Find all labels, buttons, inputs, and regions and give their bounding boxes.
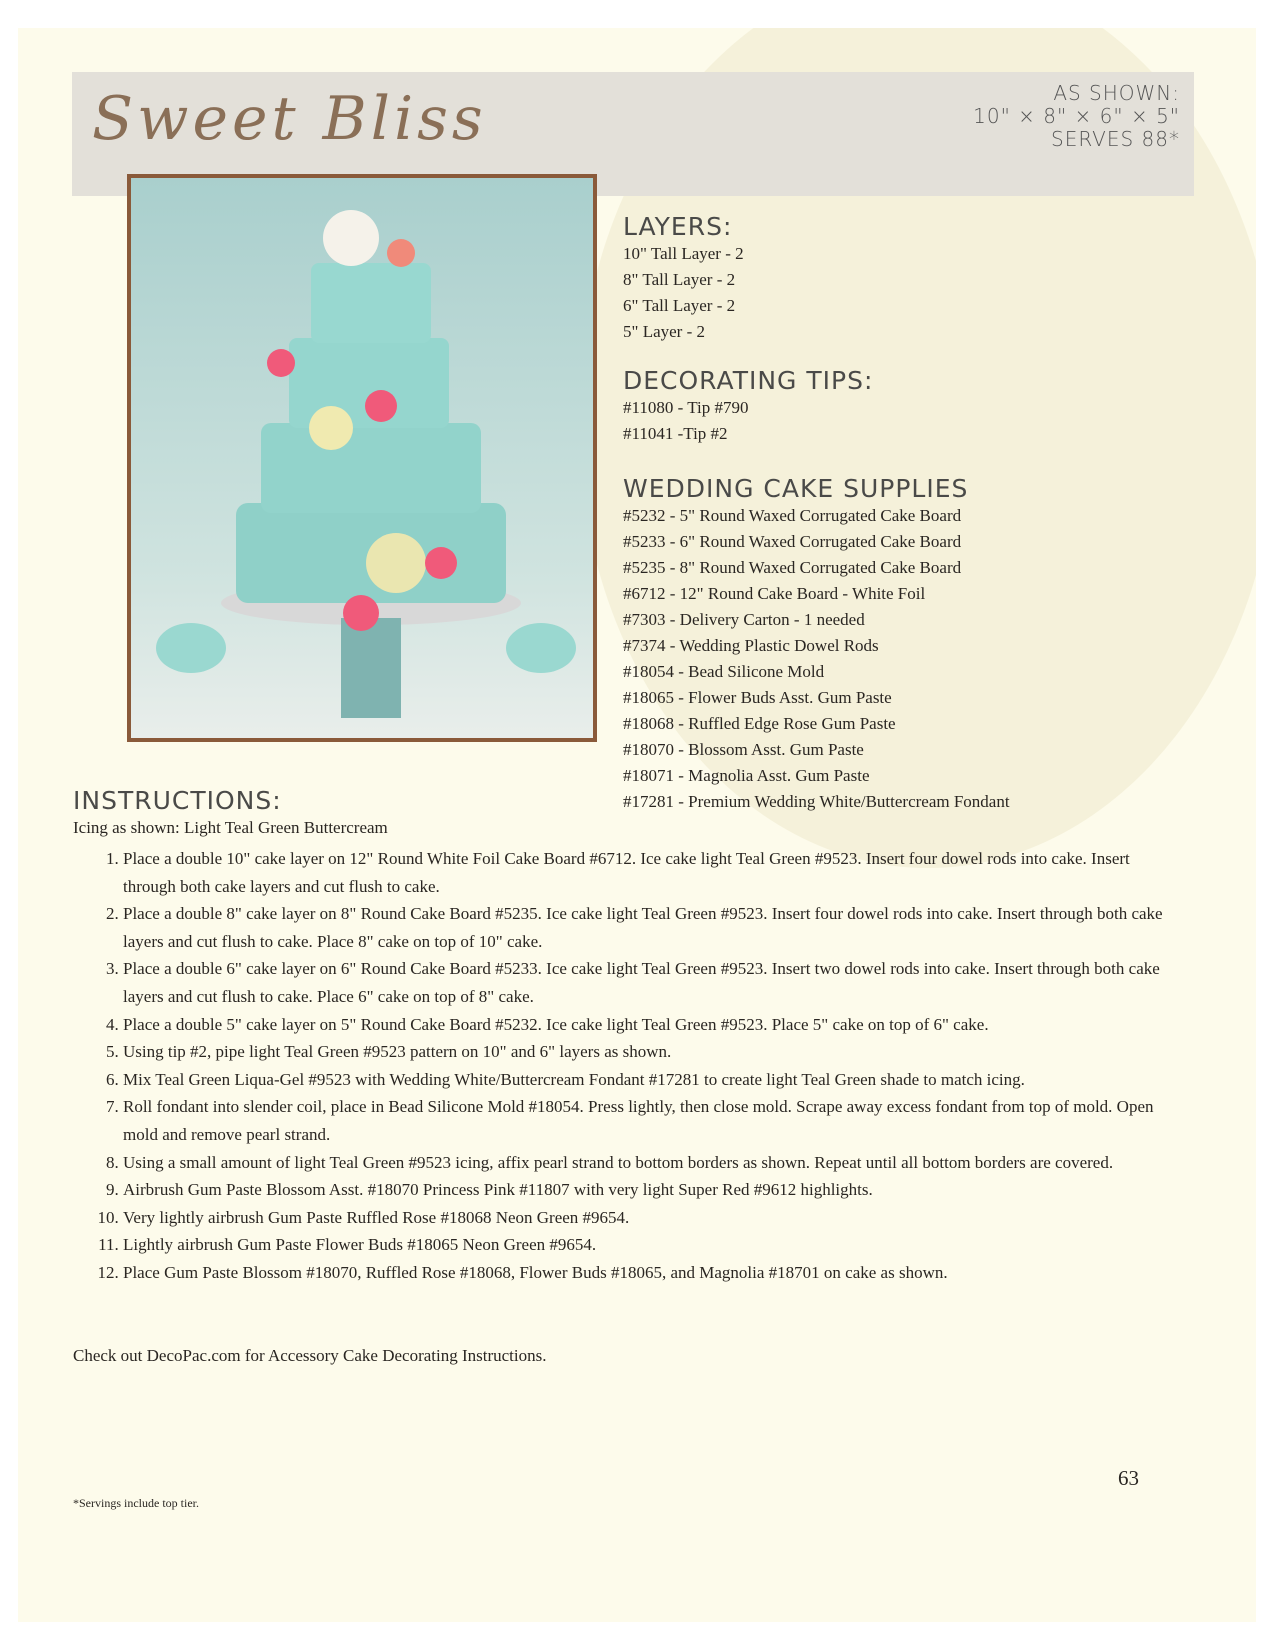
instructions-section (73, 786, 1183, 1287)
cake-title: Sweet Bliss (92, 84, 487, 154)
step: 12. Place Gum Paste Blossom #18070, Ruffled Rose #18068, Flower Buds #18065, and Magnolia #18701 on cake as shown. (123, 1259, 1183, 1287)
tips-section (623, 366, 873, 447)
page (18, 28, 1256, 1622)
decopac-note: Check out DecoPac.com for Accessory Cake Decorating Instructions. (73, 1346, 547, 1365)
list-item: #7303 - Delivery Carton - 1 needed (623, 610, 865, 629)
list-item: 10" Tall Layer - 2 (623, 244, 744, 263)
step: 1. Place a double 10" cake layer on 12" Round White Foil Cake Board #6712. Ice cake light Teal Green #9523. Insert four dowel rods into cake. Insert through both cake layers and cut flush to cake. (123, 845, 1183, 900)
layers-heading: LAYERS: (623, 212, 733, 241)
step: 3. Place a double 6" cake layer on 6" Round Cake Board #5233. Ice cake light Teal Green #9523. Insert two dowel rods into cake. Insert through both cake layers and cut flush to cake. Place 6" cake on top of 8" cake. (123, 955, 1183, 1010)
list-item: 6" Tall Layer - 2 (623, 296, 736, 315)
step: 4. Place a double 5" cake layer on 5" Round Cake Board #5232. Ice cake light Teal Green #9523. Place 5" cake on top of 6" cake. (123, 1011, 1183, 1039)
supplies-section (623, 474, 1010, 815)
cake-photo (127, 174, 597, 742)
tips-heading: DECORATING TIPS: (623, 366, 874, 395)
step: 2. Place a double 8" cake layer on 8" Round Cake Board #5235. Ice cake light Teal Green #9523. Insert four dowel rods into cake. Insert through both cake layers and cut flush to cake. Place 8" cake on top of 10" cake. (123, 900, 1183, 955)
servings-footnote: *Servings include top tier. (73, 1496, 199, 1510)
cake-illustration (131, 178, 593, 738)
list-item: #5235 - 8" Round Waxed Corrugated Cake Board (623, 558, 962, 577)
step: 8. Using a small amount of light Teal Green #9523 icing, affix pearl strand to bottom borders as shown. Repeat until all bottom borders are covered. (123, 1149, 1183, 1177)
steps-list (73, 845, 1183, 1287)
step: 10. Very lightly airbrush Gum Paste Ruffled Rose #18068 Neon Green #9654. (123, 1204, 1183, 1232)
step: 7. Roll fondant into slender coil, place in Bead Silicone Mold #18054. Press lightly, then close mold. Scrape away excess fondant from top of mold. Open mold and remove pearl strand. (123, 1093, 1183, 1148)
icing-note: Icing as shown: Light Teal Green Buttercream (73, 818, 388, 837)
servings: SERVES 88* (1051, 127, 1180, 151)
step: 6. Mix Teal Green Liqua-Gel #9523 with Wedding White/Buttercream Fondant #17281 to create light Teal Green shade to match icing. (123, 1066, 1183, 1094)
list-item: #11041 -Tip #2 (623, 424, 728, 443)
list-item: #11080 - Tip #790 (623, 398, 749, 417)
step: 9. Airbrush Gum Paste Blossom Asst. #18070 Princess Pink #11807 with very light Super Red #9612 highlights. (123, 1176, 1183, 1204)
list-item: 5" Layer - 2 (623, 322, 705, 341)
list-item: #6712 - 12" Round Cake Board - White Foil (623, 584, 926, 603)
list-item: #5232 - 5" Round Waxed Corrugated Cake Board (623, 506, 962, 525)
as-shown-label: AS SHOWN: (1053, 81, 1180, 105)
step: 11. Lightly airbrush Gum Paste Flower Buds #18065 Neon Green #9654. (123, 1231, 1183, 1259)
list-item: #18071 - Magnolia Asst. Gum Paste (623, 766, 870, 785)
list-item: #7374 - Wedding Plastic Dowel Rods (623, 636, 879, 655)
list-item: #17281 - Premium Wedding White/Buttercream Fondant (623, 792, 1010, 811)
tier-sizes: 10" × 8" × 6" × 5" (973, 104, 1180, 128)
page-number: 63 (1118, 1466, 1139, 1490)
list-item: #5233 - 6" Round Waxed Corrugated Cake Board (623, 532, 962, 551)
step: 5. Using tip #2, pipe light Teal Green #9523 pattern on 10" and 6" layers as shown. (123, 1038, 1183, 1066)
list-item: #18054 - Bead Silicone Mold (623, 662, 825, 681)
list-item: #18065 - Flower Buds Asst. Gum Paste (623, 688, 892, 707)
supplies-heading: WEDDING CAKE SUPPLIES (623, 474, 969, 503)
instructions-heading: INSTRUCTIONS: (73, 786, 282, 815)
list-item: 8" Tall Layer - 2 (623, 270, 736, 289)
layers-section (623, 212, 744, 345)
list-item: #18068 - Ruffled Edge Rose Gum Paste (623, 714, 896, 733)
list-item: #18070 - Blossom Asst. Gum Paste (623, 740, 864, 759)
as-shown-info (973, 82, 1180, 151)
